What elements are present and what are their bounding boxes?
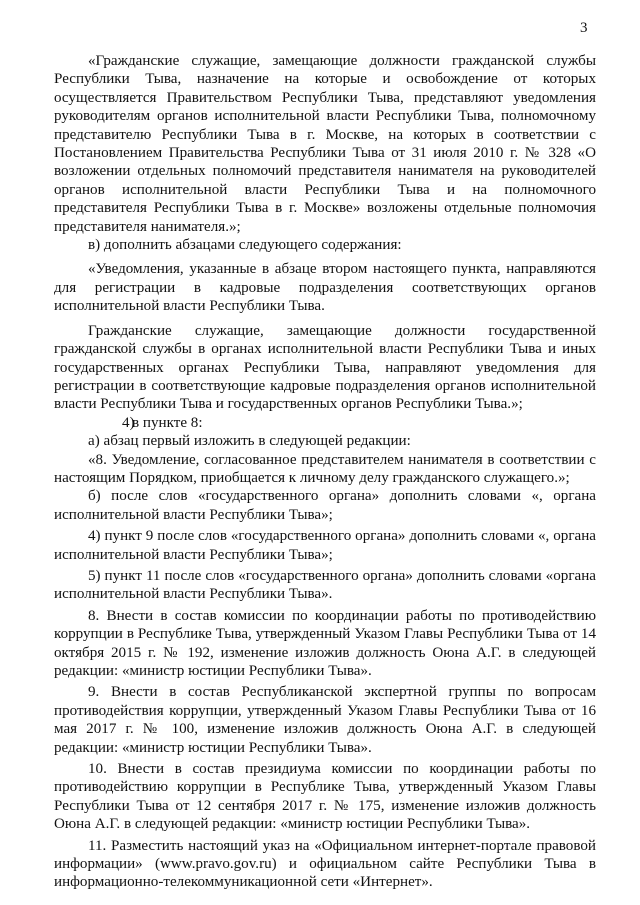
paragraph-notices-registration: «Уведомления, указанные в абзаце втором настоящего пункта, направляются для регистрации в кадровые подразделения соответствующих органов исполнительной власти Республики Тыва. xyxy=(54,261,596,315)
paragraph-section-8: 8. Внести в состав комиссии по координации работы по противодействию коррупции в Республике Тыва, утвержденный Указом Главы Республики Тыва от 14 октября 2015 г. № 192, изменение изложив должность Оюна А.Г. в следующей редакции: «министр юстиции Республики Тыва». xyxy=(54,607,596,679)
paragraph-section-9: 9. Внести в состав Республиканской экспертной группы по вопросам противодействия коррупции, утвержденный Указом Главы Республики Тыва от 16 мая 2017 г. № 100, изменение изложив должность Оюна А.Г. в следующей редакции: «министр юстиции Республики Тыва». xyxy=(54,684,596,756)
paragraph-section-10: 10. Внести в состав президиума комиссии по координации работы по противодействию коррупции в Республике Тыва, утвержденный Указом Главы Республики Тыва от 12 сентября 2017 г. № 175, изменение изложив должность Оюна А.Г. в следующей редакции: «министр юстиции Республики Тыва». xyxy=(54,761,596,833)
paragraph-civil-servants-state-bodies: Гражданские служащие, замещающие должности государственной гражданской службы в органах исполнительной власти Республики Тыва и иных государственных органах Республики Тыва, направляют уведомления для регистрации в соответствующие кадровые подразделения органов исполнительной власти Республики Тыва и государственных органов Республики Тыва.»; xyxy=(54,322,596,413)
paragraph-subitem-a: а) абзац первый изложить в следующей редакции: xyxy=(88,433,411,450)
paragraph-point-8-text: «8. Уведомление, согласованное представителем нанимателя в соответствии с настоящим Порядком, приобщается к личному делу гражданского служащего.»; xyxy=(54,451,596,486)
item-4-number: 4) xyxy=(122,414,135,431)
page-number: 3 xyxy=(580,20,588,36)
paragraph-subitem-v: в) дополнить абзацами следующего содержания: xyxy=(88,237,402,254)
document-body xyxy=(54,52,596,892)
item-4-text: в пункте 8: xyxy=(132,414,203,431)
paragraph-item-4 xyxy=(54,414,596,432)
paragraph-point-9: 4) пункт 9 после слов «государственного органа» дополнить словами «, органа исполнительной власти Республики Тыва»; xyxy=(54,528,596,563)
paragraph-point-11: 5) пункт 11 после слов «государственного органа» дополнить словами «органа исполнительной власти Республики Тыва». xyxy=(54,567,596,603)
paragraph-civil-servants-notice: «Гражданские служащие, замещающие должности гражданской службы Республики Тыва, назначение на которые и освобождение от которых осуществляется Правительством Республики Тыва, представляют уведомления руководителям органов исполнительной власти Республики Тыва, полномочному представителю Республики Тыва в г. Москве, на которых в соответствии с Постановлением Правительства Республики Тыва от 31 июля 2010 г. № 328 «О возложении отдельных полномочий представителя нанимателя на руководителей органов исполнительной власти Республики Тыва и на полномочного представителя Республики Тыва в г. Москве» возложены отдельные полномочия представителя нанимателя.»; xyxy=(54,53,596,235)
paragraph-subitem-b: б) после слов «государственного органа» дополнить словами «, органа исполнительной власти Республики Тыва»; xyxy=(54,488,596,523)
paragraph-section-11: 11. Разместить настоящий указ на «Официальном интернет-портале правовой информации» (www.pravo.gov.ru) и официальном сайте Республики Тыва в информационно-телекоммуникационной сети «Интернет». xyxy=(54,837,596,891)
